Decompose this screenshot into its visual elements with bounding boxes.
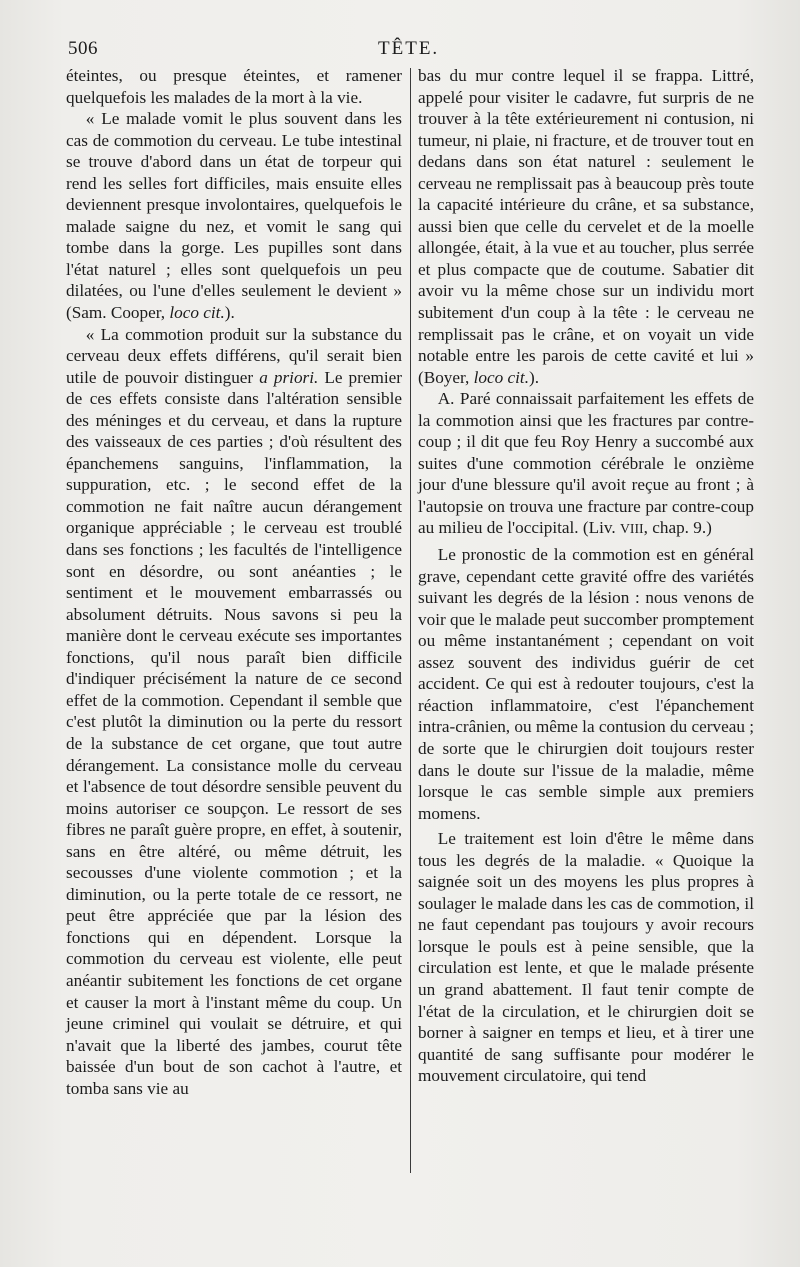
paragraph: Le traitement est loin d'être le même dans tous les degrés de la maladie. « Quoique la saignée soit un des moyens les plus propres à soulager le malade dans les cas de commotion, il ne faut cependant pas toujours y avoir recours lorsque le pouls est à peine sensible, que la circulation est lente, et que le malade présente un grand abattement. Il faut tenir compte de l'état de la circulation, et le chirurgien doit se borner à saigner en temps et lieu, et à tirer une quantité de sang suffisante pour modérer le mouvement circulatoire, qui tend <box>418 829 754 1086</box>
emphasis: a priori. <box>259 367 319 387</box>
paragraph: A. Paré connaissait parfaitement les effets de la commotion ainsi que les fractures par contre-coup ; il dit que feu Roy Henry a succombé aux suites d'une commotion cérébrale le onzième jour d'une blessure qu'il avoit reçue au front ; à l'autopsie on trouva une fracture par contre-coup au milieu de l'occipital. (Liv. VIII, chap. 9.) <box>418 389 754 538</box>
paragraph: « La commotion produit sur la substance du cerveau deux effets différens, qu'il serait bien utile de pouvoir distinguer a priori. Le premier de ces effets consiste dans l'altération sensible des méninges et du cerveau, et dans la rupture des vaisseaux de ces parties ; d'où résultent des épanchemens sanguins, l'inflammation, la suppuration, etc. ; le second effet de la commotion ne fait naître aucun dérangement organique appréciable ; le cerveau est troublé dans ses fonctions ; les facultés de l'intelligence sont en désordre, ou sont anéanties ; le sentiment et le mouvement embarrassés ou absolument détruits. Nous savons si peu la manière dont le cerveau exécute ses importantes fonctions, qu'il nous paraît bien difficile d'indiquer précisément la nature de ce second effet de la commotion. Cependant il semble que c'est plutôt la diminution ou la perte du ressort de la substance de cet organe, que tout autre dérangement. La consistance molle du cerveau et l'absence de tout désordre sensible peuvent du moins autoriser ce soupçon. Le ressort de ses fibres ne paraît guère propre, en effet, à soutenir, sans en être altéré, ou même détruit, les secousses d'une violente commotion ; et la diminution, ou la perte totale de ce ressort, ne peut être appréciée que par la lésion des fonctions qui en dépendent. Lorsque la commotion du cerveau est violente, elle peut anéantir subitement les fonctions de cet organe et causer la mort à l'instant même du coup. Un jeune criminel qui voulait se détruire, et qui n'avait que la liberté des jambes, courut tête baissée d'un bout de son cachot à l'autre, et tomba sans vie au <box>66 324 403 1098</box>
page-number: 506 <box>68 38 98 59</box>
column-divider <box>410 68 411 1173</box>
paragraph: Le pronostic de la commotion est en général grave, cependant cette gravité offre des variétés suivant les degrés de la lésion : nous venons de voir que le malade peut succomber promptement ou même instantanément ; cependant on voit assez souvent des individus guérir de cet accident. Ce qui est à redouter toujours, c'est la réaction inflammatoire, c'est l'épanchement intra-crânien, ou même la contusion du cerveau ; de sorte que le chirurgien doit toujours rester dans le doute sur l'issue de la maladie, même lorsque le cas semble simple aux premiers momens. <box>418 545 754 823</box>
roman-numeral: VIII <box>619 521 644 537</box>
citation: loco cit. <box>169 303 225 323</box>
page-header <box>66 38 756 64</box>
paragraph: « Le malade vomit le plus souvent dans les cas de commotion du cerveau. Le tube intestinal se trouve d'abord dans un état de torpeur qui rend les selles fort difficiles, mais ensuite elles deviennent presque involontaires, quelquefois le malade saigne du nez, et vomit le sang qui tombe dans la gorge. Les pupilles sont dans l'état naturel ; elles sont quelquefois un peu dilatées, ou l'une d'elles seulement le devient » (Sam. Cooper, loco cit.). <box>66 109 402 323</box>
running-head: TÊTE. <box>378 38 440 59</box>
right-column <box>418 65 754 1087</box>
paragraph: bas du mur contre lequel il se frappa. Littré, appelé pour visiter le cadavre, fut surpris de ne trouver à la tête extérieurement ni contusion, ni tumeur, ni plaie, ni fracture, et de trouver tout en dedans dans son état naturel : seulement le cerveau ne remplissait pas à beaucoup près toute la capacité intérieure du crâne, et sa substance, aussi bien que celle du cervelet et de la moelle allongée, était, à la vue et au toucher, plus serrée et plus compacte que de coutume. Sabatier dit avoir vu la même chose sur un individu mort subitement d'un coup à la tête : le cerveau ne remplissait pas le crâne, et on voyait un vide notable entre les parois de cette cavité et lui » (Boyer, loco cit.). <box>418 66 754 387</box>
citation: loco cit. <box>473 367 530 387</box>
left-column <box>66 65 402 1099</box>
paragraph: éteintes, ou presque éteintes, et ramener quelquefois les malades de la mort à la vie. <box>66 66 402 107</box>
